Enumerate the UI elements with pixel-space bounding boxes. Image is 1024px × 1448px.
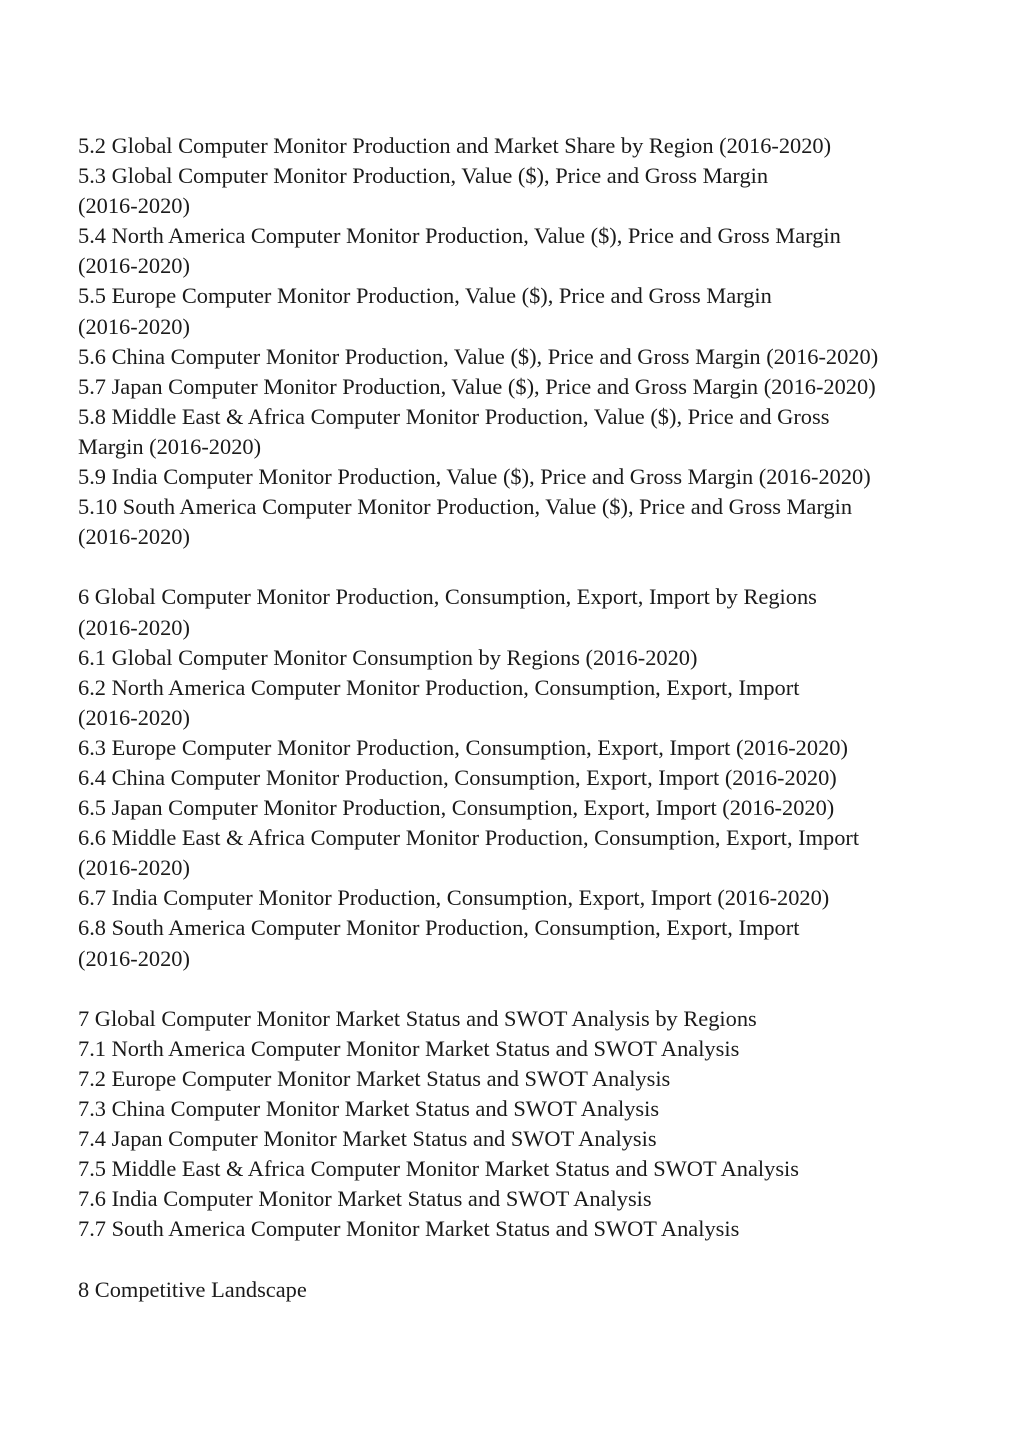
toc-line: 6.2 North America Computer Monitor Production, Consumption, Export, Import (78, 674, 800, 700)
toc-line: 6.6 Middle East & Africa Computer Monitor Production, Consumption, Export, Import (78, 825, 860, 851)
toc-line: 7.5 Middle East & Africa Computer Monitor Market Status and SWOT Analysis (78, 1156, 799, 1182)
toc-line: 6 Global Computer Monitor Production, Consumption, Export, Import by Regions (78, 584, 817, 610)
toc-line: 7.7 South America Computer Monitor Market Status and SWOT Analysis (78, 1216, 740, 1242)
toc-line: (2016-2020) (78, 614, 190, 640)
toc-line: 8 Competitive Landscape (78, 1276, 307, 1302)
toc-line: (2016-2020) (78, 524, 190, 550)
section-spacer (78, 1244, 978, 1274)
toc-line: Margin (2016-2020) (78, 433, 262, 459)
toc-section-5 (78, 131, 978, 552)
toc-line: (2016-2020) (78, 704, 190, 730)
toc-line: 5.7 Japan Computer Monitor Production, Value ($), Price and Gross Margin (2016-2020) (78, 373, 876, 399)
toc-line: 6.1 Global Computer Monitor Consumption by Regions (2016-2020) (78, 644, 698, 670)
toc-line: 6.7 India Computer Monitor Production, Consumption, Export, Import (2016-2020) (78, 885, 830, 911)
toc-line: 5.9 India Computer Monitor Production, Value ($), Price and Gross Margin (2016-2020) (78, 464, 871, 490)
toc-line: 6.8 South America Computer Monitor Production, Consumption, Export, Import (78, 915, 800, 941)
toc-line: (2016-2020) (78, 253, 190, 279)
toc-line: (2016-2020) (78, 945, 190, 971)
toc-line: 6.3 Europe Computer Monitor Production, Consumption, Export, Import (2016-2020) (78, 734, 848, 760)
table-of-contents (78, 131, 978, 1305)
toc-line: 7.4 Japan Computer Monitor Market Status and SWOT Analysis (78, 1126, 657, 1152)
toc-line: 7.2 Europe Computer Monitor Market Status and SWOT Analysis (78, 1065, 671, 1091)
toc-line: 5.8 Middle East & Africa Computer Monitor Production, Value ($), Price and Gross (78, 403, 830, 429)
toc-line: 5.4 North America Computer Monitor Production, Value ($), Price and Gross Margin (78, 223, 841, 249)
section-spacer (78, 974, 978, 1004)
toc-line: (2016-2020) (78, 313, 190, 339)
toc-line: 6.4 China Computer Monitor Production, Consumption, Export, Import (2016-2020) (78, 764, 837, 790)
toc-line: 5.10 South America Computer Monitor Production, Value ($), Price and Gross Margin (78, 494, 853, 520)
toc-line: 5.5 Europe Computer Monitor Production, Value ($), Price and Gross Margin (78, 283, 772, 309)
toc-section-7 (78, 1004, 978, 1245)
toc-line: 5.2 Global Computer Monitor Production and Market Share by Region (2016-2020) (78, 133, 832, 158)
toc-line: 7.1 North America Computer Monitor Market Status and SWOT Analysis (78, 1035, 740, 1061)
toc-line: (2016-2020) (78, 193, 190, 219)
toc-line: 5.6 China Computer Monitor Production, Value ($), Price and Gross Margin (2016-2020) (78, 343, 879, 369)
toc-section-6 (78, 582, 978, 973)
toc-line: 7.6 India Computer Monitor Market Status and SWOT Analysis (78, 1186, 652, 1212)
toc-line: 7.3 China Computer Monitor Market Status and SWOT Analysis (78, 1096, 660, 1121)
toc-line: 5.3 Global Computer Monitor Production, Value ($), Price and Gross Margin (78, 163, 769, 189)
toc-line: 7 Global Computer Monitor Market Status and SWOT Analysis by Regions (78, 1005, 757, 1031)
toc-line: (2016-2020) (78, 855, 190, 881)
toc-section-8 (78, 1275, 978, 1305)
toc-line: 6.5 Japan Computer Monitor Production, Consumption, Export, Import (2016-2020) (78, 795, 835, 821)
section-spacer (78, 552, 978, 582)
